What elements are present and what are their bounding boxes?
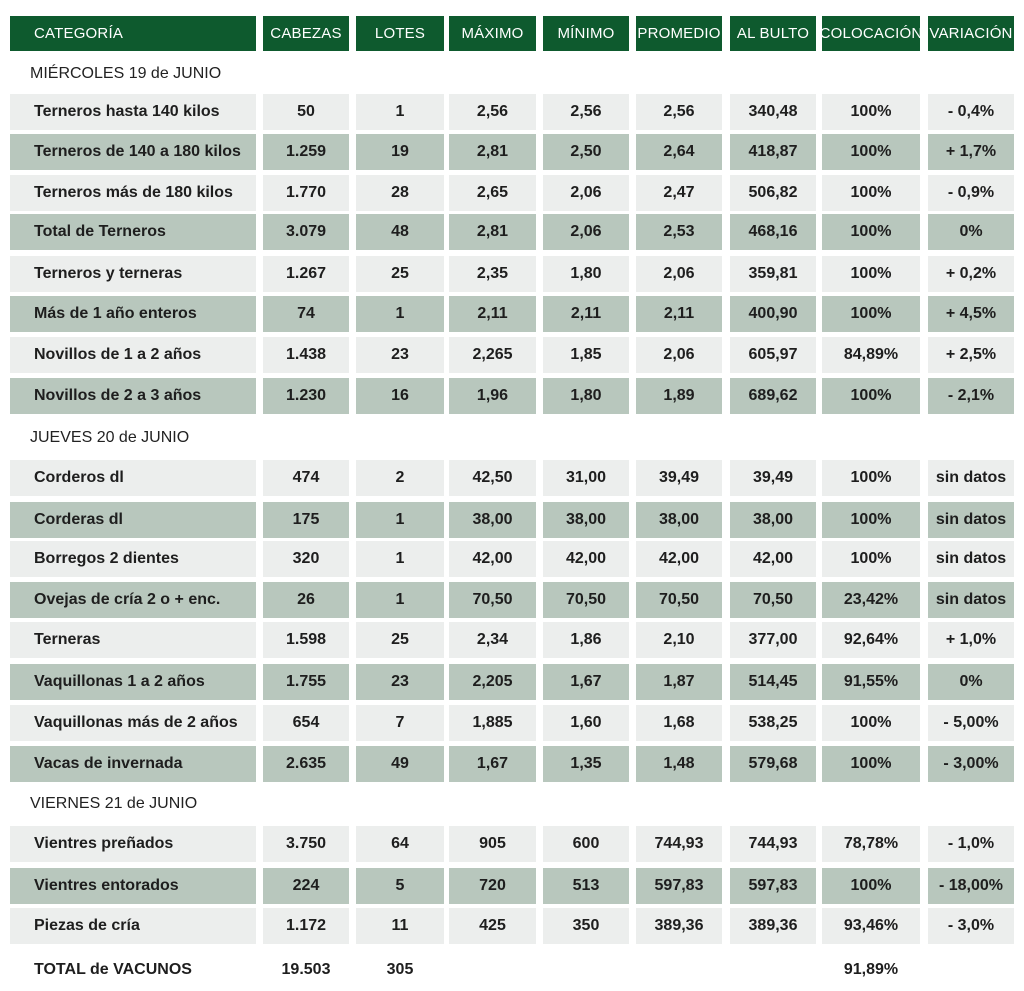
cell-colocacion: 100%: [822, 175, 920, 211]
cell-al-bulto: 418,87: [730, 134, 816, 170]
cell-variacion: 0%: [928, 664, 1014, 700]
total-row: [0, 952, 1024, 988]
cell-maximo: 905: [449, 826, 536, 862]
table-row: [0, 826, 1024, 862]
cell-maximo: 42,00: [449, 541, 536, 577]
cell-categoria: Vaquillonas 1 a 2 años: [10, 664, 256, 700]
total-colocacion: 91,89%: [843, 961, 899, 978]
cell-cabezas: 654: [263, 705, 349, 741]
cell-minimo: 2,06: [543, 214, 629, 250]
cell-categoria: Vaquillonas más de 2 años: [10, 705, 256, 741]
cell-promedio: 2,47: [636, 175, 722, 211]
cell-al-bulto: 38,00: [730, 502, 816, 538]
cell-lotes: 2: [356, 460, 444, 496]
cell-variacion: - 0,9%: [928, 175, 1014, 211]
cell-promedio: 2,11: [636, 296, 722, 332]
cell-variacion: - 5,00%: [928, 705, 1014, 741]
cell-lotes: 28: [356, 175, 444, 211]
cell-promedio: 2,56: [636, 94, 722, 130]
table-row: [0, 175, 1024, 211]
cell-minimo: 2,06: [543, 175, 629, 211]
cell-variacion: sin datos: [928, 582, 1014, 618]
cell-colocacion: 100%: [822, 378, 920, 414]
header-categoria: CATEGORÍA: [10, 16, 256, 51]
cell-variacion: 0%: [928, 214, 1014, 250]
cell-al-bulto: 689,62: [730, 378, 816, 414]
cell-al-bulto: 340,48: [730, 94, 816, 130]
cell-categoria: Vacas de invernada: [10, 746, 256, 782]
cell-promedio: 744,93: [636, 826, 722, 862]
cell-al-bulto: 514,45: [730, 664, 816, 700]
cell-al-bulto: 377,00: [730, 622, 816, 658]
cell-variacion: + 2,5%: [928, 337, 1014, 373]
table-row: [0, 746, 1024, 782]
cell-promedio: 1,89: [636, 378, 722, 414]
cell-colocacion: 93,46%: [822, 908, 920, 944]
table-row: [0, 582, 1024, 618]
cell-cabezas: 1.755: [263, 664, 349, 700]
cell-promedio: 597,83: [636, 868, 722, 904]
section-title-viernes: VIERNES 21 de JUNIO: [30, 795, 198, 812]
cell-variacion: - 0,4%: [928, 94, 1014, 130]
cell-colocacion: 23,42%: [822, 582, 920, 618]
cell-colocacion: 84,89%: [822, 337, 920, 373]
cell-al-bulto: 468,16: [730, 214, 816, 250]
cell-lotes: 48: [356, 214, 444, 250]
cell-variacion: sin datos: [928, 460, 1014, 496]
cell-categoria: Terneros y terneras: [10, 256, 256, 292]
cell-colocacion: 100%: [822, 705, 920, 741]
cell-promedio: 2,06: [636, 337, 722, 373]
cell-minimo: 1,35: [543, 746, 629, 782]
cell-maximo: 2,81: [449, 134, 536, 170]
total-label: TOTAL de VACUNOS: [34, 961, 192, 978]
cell-categoria: Corderas dl: [10, 502, 256, 538]
cell-al-bulto: 39,49: [730, 460, 816, 496]
cell-promedio: 2,53: [636, 214, 722, 250]
cell-variacion: - 3,0%: [928, 908, 1014, 944]
table-row: [0, 378, 1024, 414]
cell-colocacion: 100%: [822, 746, 920, 782]
total-lotes: 305: [386, 961, 414, 978]
cell-colocacion: 78,78%: [822, 826, 920, 862]
cell-categoria: Piezas de cría: [10, 908, 256, 944]
cell-categoria: Terneros hasta 140 kilos: [10, 94, 256, 130]
section-title-miercoles: MIÉRCOLES 19 de JUNIO: [30, 65, 222, 82]
cell-al-bulto: 538,25: [730, 705, 816, 741]
cell-maximo: 2,11: [449, 296, 536, 332]
cell-minimo: 1,86: [543, 622, 629, 658]
cell-categoria: Borregos 2 dientes: [10, 541, 256, 577]
cell-maximo: 2,34: [449, 622, 536, 658]
table-header: [0, 16, 1024, 52]
cell-promedio: 389,36: [636, 908, 722, 944]
cell-cabezas: 1.438: [263, 337, 349, 373]
cell-maximo: 38,00: [449, 502, 536, 538]
cell-lotes: 7: [356, 705, 444, 741]
cell-lotes: 1: [356, 502, 444, 538]
cell-al-bulto: 42,00: [730, 541, 816, 577]
table-row: [0, 622, 1024, 658]
cell-minimo: 513: [543, 868, 629, 904]
cell-colocacion: 100%: [822, 256, 920, 292]
cell-al-bulto: 400,90: [730, 296, 816, 332]
cell-minimo: 1,85: [543, 337, 629, 373]
cell-minimo: 31,00: [543, 460, 629, 496]
cell-variacion: + 4,5%: [928, 296, 1014, 332]
cell-lotes: 19: [356, 134, 444, 170]
cell-colocacion: 100%: [822, 296, 920, 332]
cell-colocacion: 100%: [822, 134, 920, 170]
table-row: [0, 256, 1024, 292]
cell-maximo: 1,885: [449, 705, 536, 741]
header-promedio: PROMEDIO: [636, 16, 722, 51]
cell-al-bulto: 605,97: [730, 337, 816, 373]
cell-categoria: Corderos dl: [10, 460, 256, 496]
cell-lotes: 1: [356, 296, 444, 332]
cell-lotes: 1: [356, 582, 444, 618]
total-cabezas: 19.503: [281, 961, 331, 978]
cell-lotes: 1: [356, 541, 444, 577]
cell-al-bulto: 70,50: [730, 582, 816, 618]
cell-cabezas: 26: [263, 582, 349, 618]
cell-cabezas: 1.267: [263, 256, 349, 292]
header-minimo: MÍNIMO: [543, 16, 629, 51]
table-row: [0, 502, 1024, 538]
header-variacion: VARIACIÓN: [928, 16, 1014, 51]
cell-colocacion: 100%: [822, 868, 920, 904]
cell-lotes: 5: [356, 868, 444, 904]
cell-cabezas: 320: [263, 541, 349, 577]
cell-cabezas: 1.770: [263, 175, 349, 211]
cell-cabezas: 1.172: [263, 908, 349, 944]
cell-cabezas: 474: [263, 460, 349, 496]
cell-colocacion: 100%: [822, 460, 920, 496]
cell-cabezas: 1.230: [263, 378, 349, 414]
header-maximo: MÁXIMO: [449, 16, 536, 51]
cell-lotes: 64: [356, 826, 444, 862]
cell-variacion: + 1,0%: [928, 622, 1014, 658]
cell-variacion: + 1,7%: [928, 134, 1014, 170]
header-lotes: LOTES: [356, 16, 444, 51]
cell-promedio: 1,68: [636, 705, 722, 741]
cell-promedio: 70,50: [636, 582, 722, 618]
cell-al-bulto: 597,83: [730, 868, 816, 904]
header-cabezas: CABEZAS: [263, 16, 349, 51]
cell-promedio: 1,48: [636, 746, 722, 782]
cell-lotes: 25: [356, 256, 444, 292]
cell-minimo: 1,67: [543, 664, 629, 700]
cell-colocacion: 100%: [822, 214, 920, 250]
cell-promedio: 1,87: [636, 664, 722, 700]
cell-minimo: 1,80: [543, 378, 629, 414]
cell-variacion: + 0,2%: [928, 256, 1014, 292]
cell-lotes: 23: [356, 337, 444, 373]
table-row: [0, 337, 1024, 373]
cell-categoria: Ovejas de cría 2 o + enc.: [10, 582, 256, 618]
cell-colocacion: 100%: [822, 94, 920, 130]
cell-minimo: 42,00: [543, 541, 629, 577]
cell-promedio: 2,10: [636, 622, 722, 658]
cell-cabezas: 50: [263, 94, 349, 130]
table-row: [0, 868, 1024, 904]
table-row: [0, 134, 1024, 170]
cell-lotes: 23: [356, 664, 444, 700]
cell-categoria: Vientres preñados: [10, 826, 256, 862]
cell-variacion: - 2,1%: [928, 378, 1014, 414]
cell-maximo: 1,96: [449, 378, 536, 414]
cell-maximo: 425: [449, 908, 536, 944]
cell-lotes: 49: [356, 746, 444, 782]
cell-al-bulto: 359,81: [730, 256, 816, 292]
cell-al-bulto: 389,36: [730, 908, 816, 944]
cell-variacion: sin datos: [928, 541, 1014, 577]
cell-categoria: Vientres entorados: [10, 868, 256, 904]
cell-cabezas: 224: [263, 868, 349, 904]
header-colocacion: COLOCACIÓN: [822, 16, 920, 51]
cell-promedio: 2,06: [636, 256, 722, 292]
cell-minimo: 2,56: [543, 94, 629, 130]
cell-maximo: 42,50: [449, 460, 536, 496]
cell-minimo: 1,60: [543, 705, 629, 741]
cell-minimo: 350: [543, 908, 629, 944]
cell-maximo: 2,81: [449, 214, 536, 250]
cell-minimo: 38,00: [543, 502, 629, 538]
cell-minimo: 70,50: [543, 582, 629, 618]
cell-categoria: Terneros de 140 a 180 kilos: [10, 134, 256, 170]
cell-al-bulto: 744,93: [730, 826, 816, 862]
cell-maximo: 2,35: [449, 256, 536, 292]
cell-categoria: Total de Terneros: [10, 214, 256, 250]
cell-categoria: Terneros más de 180 kilos: [10, 175, 256, 211]
cell-maximo: 2,205: [449, 664, 536, 700]
cell-categoria: Terneras: [10, 622, 256, 658]
table-row: [0, 541, 1024, 577]
header-al-bulto: AL BULTO: [730, 16, 816, 51]
cell-al-bulto: 506,82: [730, 175, 816, 211]
cell-variacion: - 1,0%: [928, 826, 1014, 862]
cell-minimo: 2,50: [543, 134, 629, 170]
cell-maximo: 2,265: [449, 337, 536, 373]
table-row: [0, 664, 1024, 700]
cell-maximo: 2,56: [449, 94, 536, 130]
cell-maximo: 1,67: [449, 746, 536, 782]
cell-lotes: 16: [356, 378, 444, 414]
cell-lotes: 1: [356, 94, 444, 130]
table-row: [0, 94, 1024, 130]
cell-promedio: 2,64: [636, 134, 722, 170]
cell-maximo: 720: [449, 868, 536, 904]
cell-variacion: - 18,00%: [928, 868, 1014, 904]
cell-lotes: 25: [356, 622, 444, 658]
cell-cabezas: 3.079: [263, 214, 349, 250]
cell-variacion: - 3,00%: [928, 746, 1014, 782]
table-row: [0, 296, 1024, 332]
cell-cabezas: 74: [263, 296, 349, 332]
cell-minimo: 2,11: [543, 296, 629, 332]
cell-colocacion: 92,64%: [822, 622, 920, 658]
cell-promedio: 39,49: [636, 460, 722, 496]
table-row: [0, 908, 1024, 944]
cell-al-bulto: 579,68: [730, 746, 816, 782]
cell-promedio: 38,00: [636, 502, 722, 538]
cell-cabezas: 2.635: [263, 746, 349, 782]
cell-cabezas: 3.750: [263, 826, 349, 862]
cell-cabezas: 1.598: [263, 622, 349, 658]
cell-cabezas: 175: [263, 502, 349, 538]
cell-lotes: 11: [356, 908, 444, 944]
table-row: [0, 214, 1024, 250]
table-row: [0, 460, 1024, 496]
cell-maximo: 70,50: [449, 582, 536, 618]
cell-maximo: 2,65: [449, 175, 536, 211]
cell-minimo: 600: [543, 826, 629, 862]
cell-colocacion: 100%: [822, 541, 920, 577]
cell-promedio: 42,00: [636, 541, 722, 577]
cell-categoria: Más de 1 año enteros: [10, 296, 256, 332]
cell-colocacion: 100%: [822, 502, 920, 538]
cell-colocacion: 91,55%: [822, 664, 920, 700]
cell-cabezas: 1.259: [263, 134, 349, 170]
cell-minimo: 1,80: [543, 256, 629, 292]
cell-categoria: Novillos de 2 a 3 años: [10, 378, 256, 414]
cell-variacion: sin datos: [928, 502, 1014, 538]
table-row: [0, 705, 1024, 741]
section-title-jueves: JUEVES 20 de JUNIO: [30, 429, 190, 446]
cell-categoria: Novillos de 1 a 2 años: [10, 337, 256, 373]
